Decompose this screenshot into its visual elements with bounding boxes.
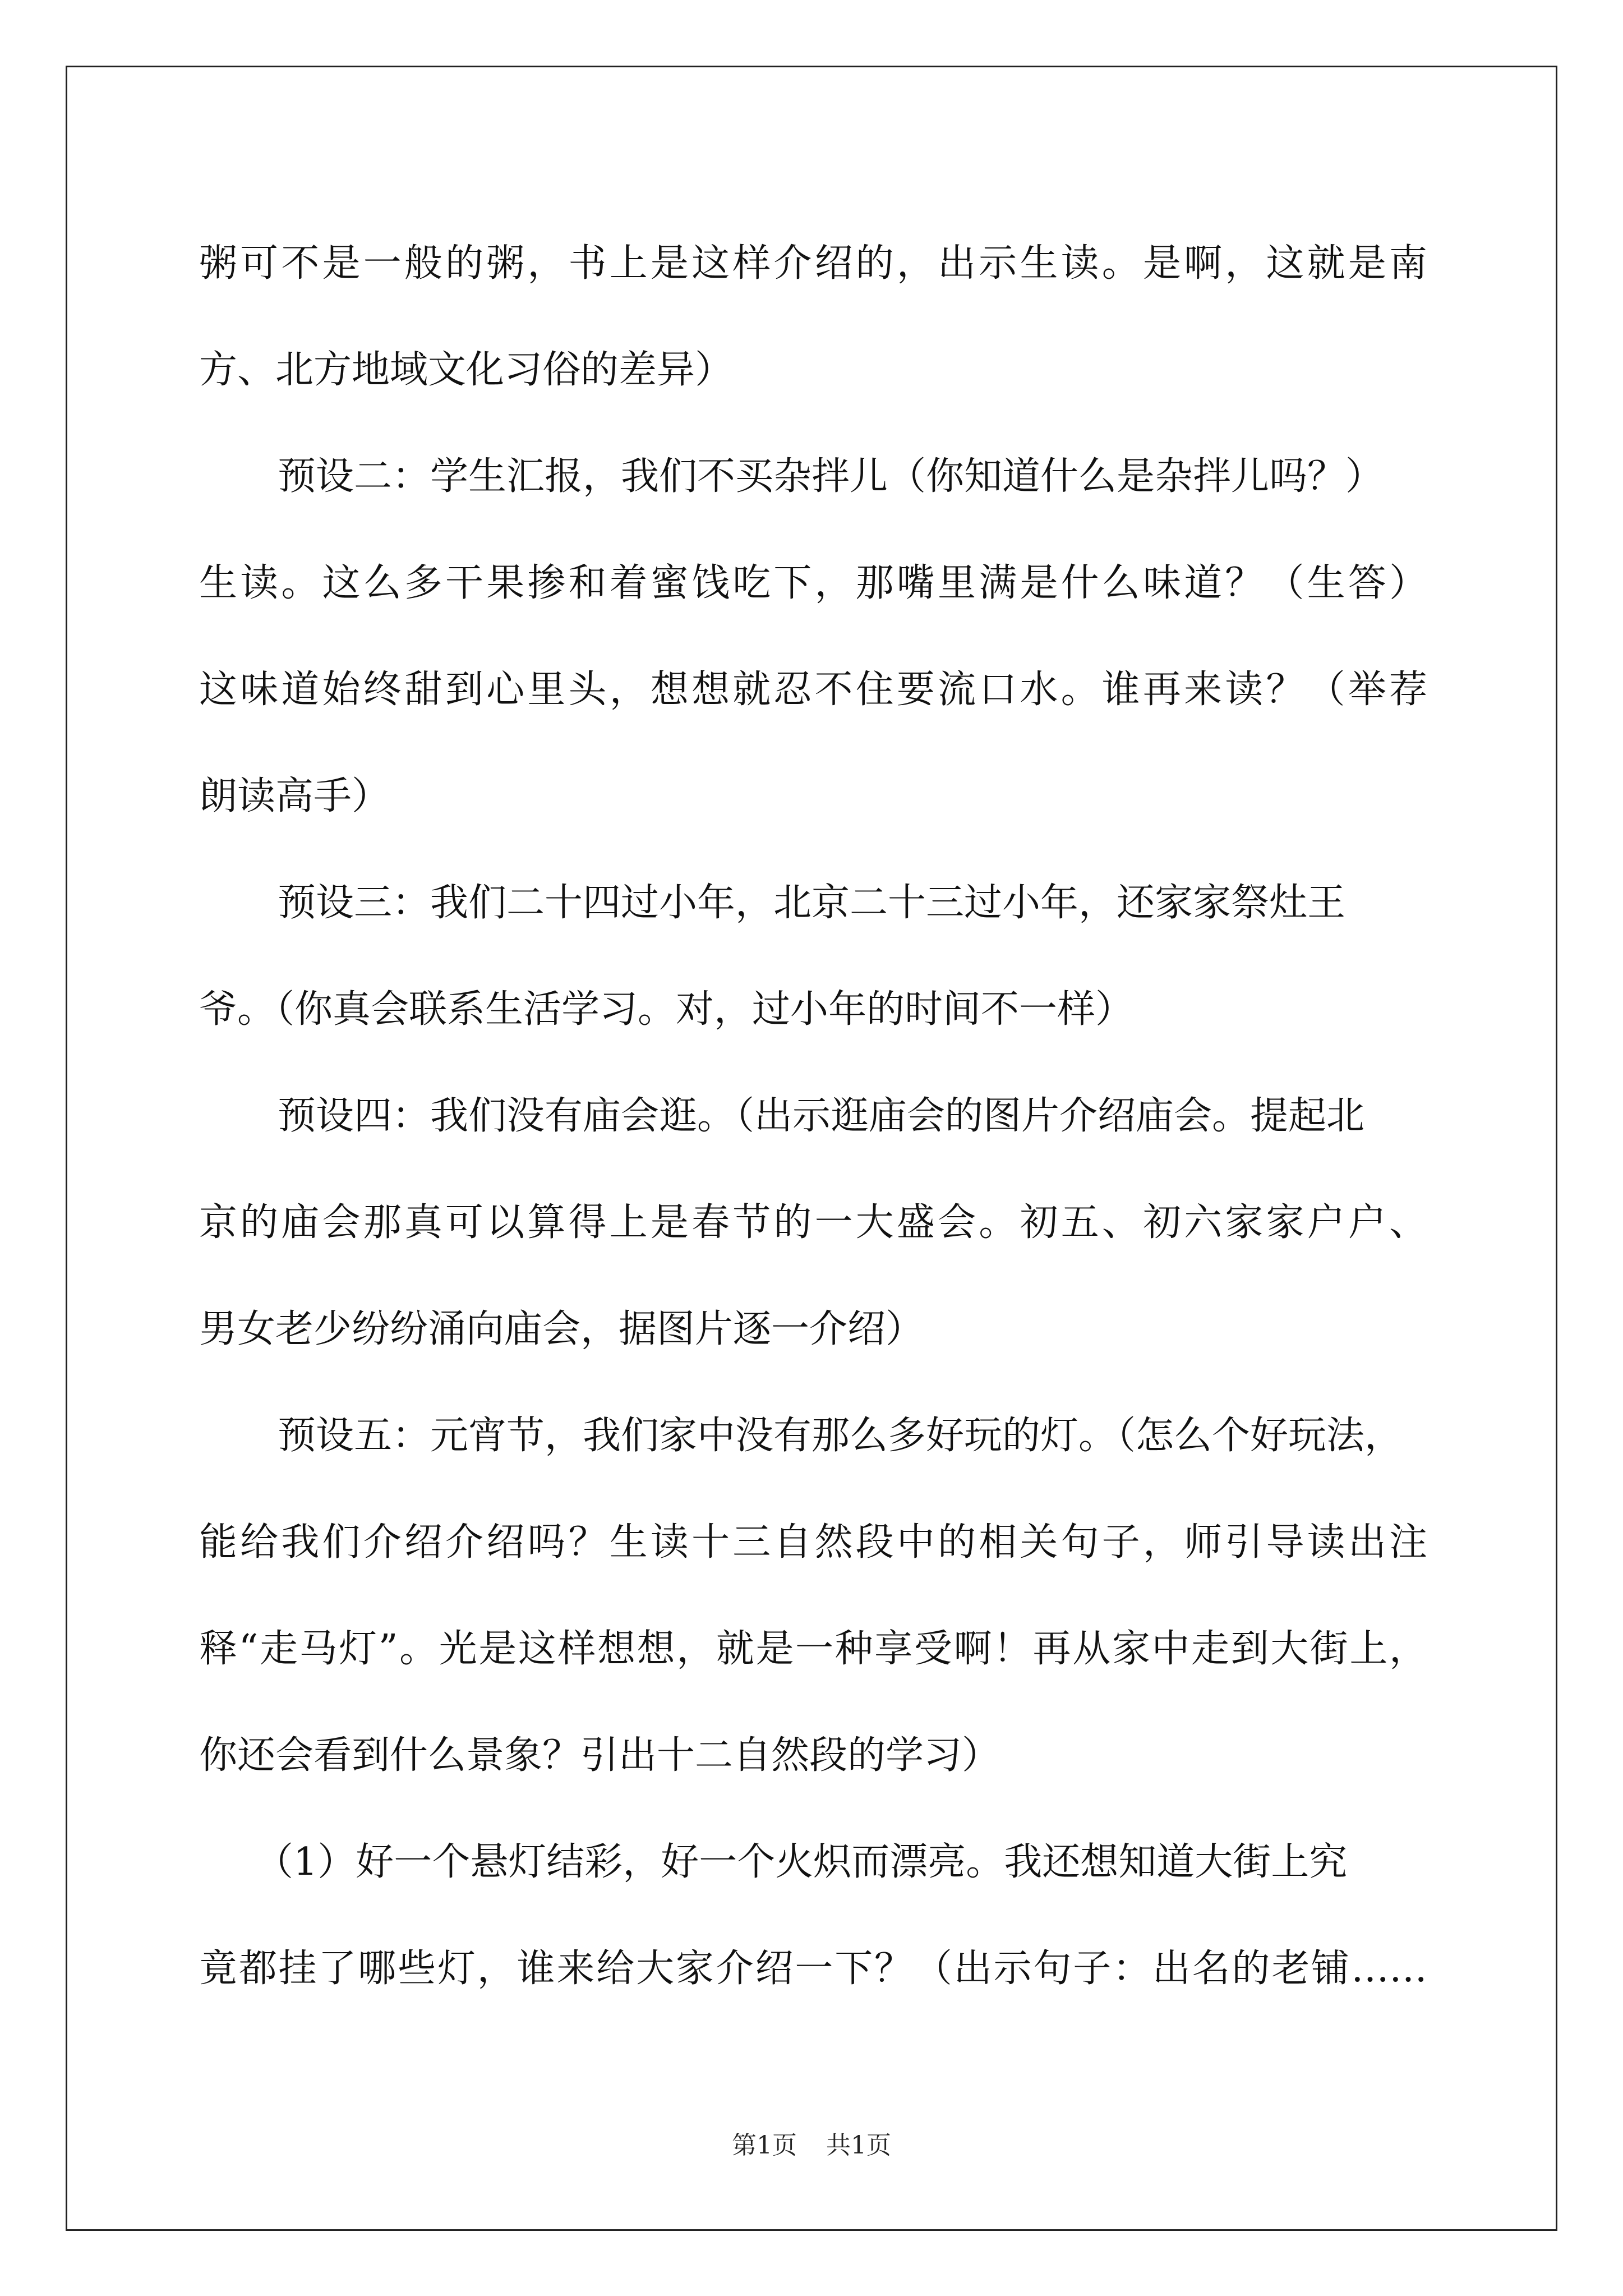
text-line-17: 竟都挂了哪些灯，谁来给大家介绍一下？（出示句子：出名的老铺…… bbox=[199, 1947, 1427, 1991]
text-line-12: 预设五：元宵节，我们家中没有那么多好玩的灯。（怎么个好玩法， bbox=[278, 1414, 1403, 1458]
page-number: 第1页 bbox=[732, 2131, 797, 2160]
text-line-4: 生读。这么多干果掺和着蜜饯吃下，那嘴里满是什么味道？（生答） bbox=[199, 561, 1427, 605]
text-line-15: 你还会看到什么景象？引出十二自然段的学习） bbox=[199, 1733, 1000, 1778]
text-line-10: 京的庙会那真可以算得上是春节的一大盛会。初五、初六家家户户、 bbox=[199, 1200, 1427, 1245]
text-line-8: 爷。（你真会联系生活学习。对，过小年的时间不一样） bbox=[199, 987, 1134, 1032]
text-line-5: 这味道始终甜到心里头，想想就忍不住要流口水。谁再来读？（举荐 bbox=[199, 668, 1427, 712]
text-line-16: （1）好一个悬灯结彩，好一个火炽而漂亮。我还想知道大街上究 bbox=[255, 1840, 1348, 1884]
text-line-13: 能给我们介绍介绍吗？生读十三自然段中的相关句子，师引导读出注 bbox=[199, 1520, 1427, 1565]
text-line-6: 朗读高手） bbox=[199, 774, 390, 818]
page-footer bbox=[0, 2125, 1623, 2161]
text-line-11: 男女老少纷纷涌向庙会，据图片逐一介绍） bbox=[199, 1307, 924, 1351]
text-line-1: 粥可不是一般的粥，书上是这样介绍的，出示生读。是啊，这就是南 bbox=[199, 241, 1427, 286]
document-body bbox=[199, 210, 1427, 2022]
text-line-3: 预设二：学生汇报，我们不买杂拌儿（你知道什么是杂拌儿吗？） bbox=[278, 454, 1384, 499]
page-total: 共1页 bbox=[826, 2131, 891, 2160]
text-line-9: 预设四：我们没有庙会逛。（出示逛庙会的图片介绍庙会。提起北 bbox=[278, 1094, 1365, 1138]
text-line-7: 预设三：我们二十四过小年，北京二十三过小年，还家家祭灶王 bbox=[278, 881, 1346, 925]
text-line-14: 释“走马灯”。光是这样想想，就是一种享受啊！再从家中走到大街上， bbox=[199, 1627, 1427, 1671]
text-line-2: 方、北方地域文化习俗的差异） bbox=[199, 348, 734, 392]
